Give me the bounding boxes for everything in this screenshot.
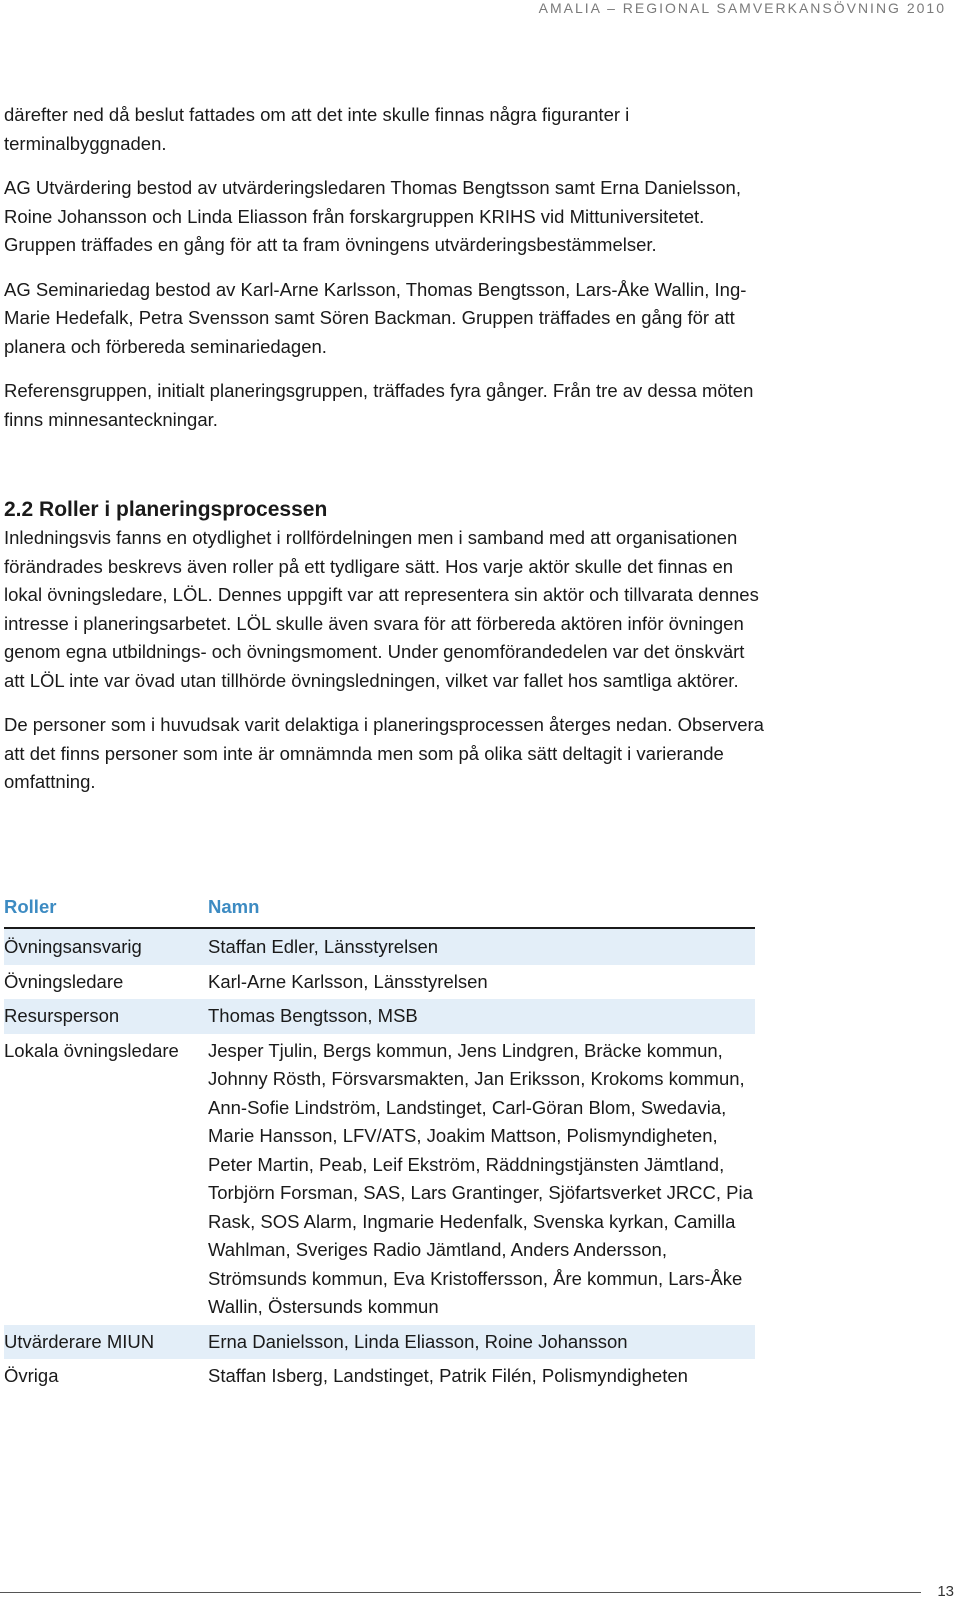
paragraph: Inledningsvis fanns en otydlighet i rollfördelningen men i samband med att organisationen förändrades beskrevs även roller på ett tydligare sätt. Hos varje aktör skulle det finnas en lokal övningsledare, LÖL. Dennes uppgift var att representera sin aktör och tillvarata dennes intresse i planeringsarbetet. LÖL skulle även svara för att förbereda aktören inför övningen genom egna utbildnings- och övningsmoment. Under genomförandedelen var det önskvärt att LÖL inte var övad utan tillhörde övningsledningen, vilket var fallet hos samtliga aktörer.: [4, 527, 759, 691]
name-cell: Erna Danielsson, Linda Eliasson, Roine Johansson: [208, 1325, 755, 1360]
table-row: [4, 999, 755, 1034]
table-row: [4, 965, 755, 1000]
section-heading: 2.2 Roller i planeringsprocessen: [4, 498, 328, 521]
paragraph: därefter ned då beslut fattades om att det inte skulle finnas några figuranter i terminalbyggnaden.: [4, 104, 630, 154]
paragraph: De personer som i huvudsak varit delaktiga i planeringsprocessen återges nedan. Observera att det finns personer som inte är omnämnda men som på olika sätt deltagit i varierande omfattning.: [4, 714, 764, 792]
role-cell: Utvärderare MIUN: [4, 1325, 208, 1360]
table-row: [4, 1359, 755, 1394]
name-cell: Thomas Bengtsson, MSB: [208, 999, 755, 1034]
paragraph: Referensgruppen, initialt planeringsgruppen, träffades fyra gånger. Från tre av dessa möten finns minnesanteckningar.: [4, 380, 754, 430]
table-row: [4, 928, 755, 965]
name-cell: Staffan Isberg, Landstinget, Patrik Filén, Polismyndigheten: [208, 1365, 688, 1386]
table-row: [4, 1325, 755, 1360]
name-cell: Staffan Edler, Länsstyrelsen: [208, 928, 755, 965]
roles-table: [4, 895, 755, 1394]
role-cell: Övriga: [4, 1365, 59, 1386]
column-header-names: Namn: [208, 895, 755, 928]
role-cell: Övningsledare: [4, 970, 124, 992]
column-header-roles: Roller: [4, 895, 208, 928]
paragraph: AG Utvärdering bestod av utvärderingsledaren Thomas Bengtsson samt Erna Danielsson, Roine Johansson och Linda Eliasson från forskargruppen KRIHS vid Mittuniversitetet. Gruppen träffades en gång för att ta fram övningens utvärderingsbestämmelser.: [4, 177, 741, 255]
paragraph: AG Seminariedag bestod av Karl-Arne Karlsson, Thomas Bengtsson, Lars-Åke Wallin, Ing-Marie Hedefalk, Petra Svensson samt Sören Backman. Gruppen träffades en gång för att planera och förbereda seminariedagen.: [4, 278, 747, 357]
footer-divider: [0, 1592, 921, 1593]
role-cell: Lokala övningsledare: [4, 1039, 179, 1061]
table-row: [4, 1034, 755, 1325]
name-cell: Karl-Arne Karlsson, Länsstyrelsen: [208, 970, 488, 992]
role-cell: Resursperson: [4, 999, 208, 1034]
role-cell: Övningsansvarig: [4, 928, 208, 965]
name-cell: Jesper Tjulin, Bergs kommun, Jens Lindgren, Bräcke kommun, Johnny Rösth, Försvarsmakten, Jan Eriksson, Krokoms kommun, Ann-Sofie Lindström, Landstinget, Carl-Göran Blom, Swedavia, Marie Hansson, LFV/ATS, Joakim Mattson, Polismyndigheten, Peter Martin, Peab, Leif Ekström, Räddningstjänsten Jämtland, Torbjörn Forsman, SAS, Lars Grantinger, Sjöfartsverket JRCC, Pia Rask, SOS Alarm, Ingmarie Hedenfalk, Svenska kyrkan, Camilla Wahlman, Sveriges Radio Jämtland, Anders Andersson, Strömsunds kommun, Eva Kristoffersson, Åre kommun, Lars-Åke Wallin, Östersunds kommun: [208, 1039, 753, 1317]
document-body: [4, 101, 764, 813]
table-header-row: [4, 895, 755, 928]
running-header-title: AMALIA – REGIONAL SAMVERKANSÖVNING 2010: [538, 0, 946, 16]
page-number: 13: [937, 1583, 954, 1600]
